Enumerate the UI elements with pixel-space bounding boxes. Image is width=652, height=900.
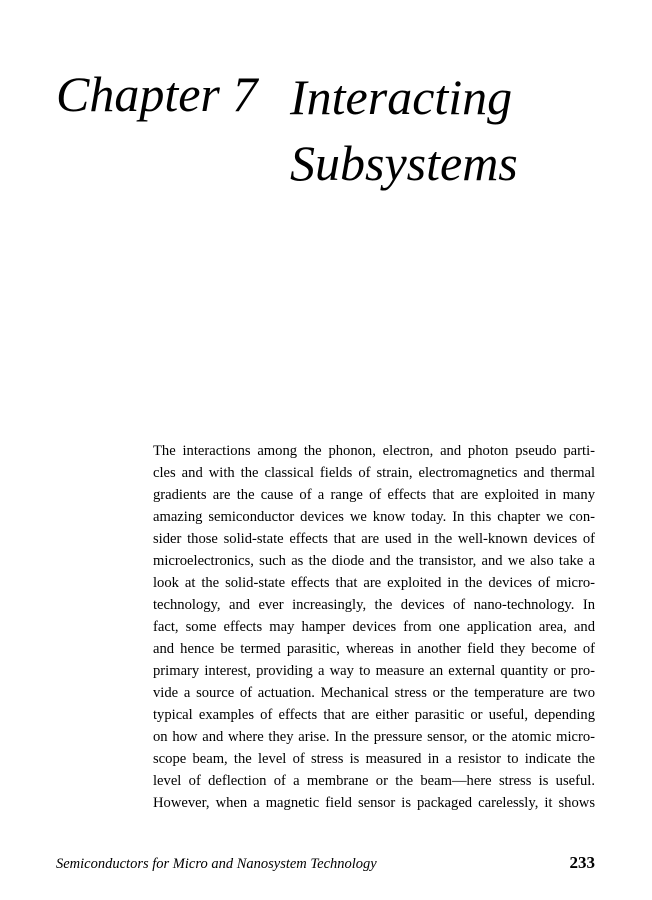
body-line: scope beam, the level of stress is measured in a resistor to indicate the (153, 751, 595, 767)
footer-book-title: Semiconductors for Micro and Nanosystem Technology (56, 856, 377, 872)
body-line: primary interest, providing a way to measure an external quantity or pro- (153, 663, 595, 679)
chapter-title (290, 64, 518, 196)
body-line: and hence be termed parasitic, whereas in another field they become of (153, 641, 595, 657)
body-line: technology, and ever increasingly, the devices of nano-technology. In (153, 597, 595, 613)
body-line: on how and where they arise. In the pressure sensor, or the atomic micro- (153, 729, 595, 745)
chapter-title-line-1: Interacting (290, 69, 513, 125)
body-line: microelectronics, such as the diode and the transistor, and we also take a (153, 553, 595, 569)
body-line: level of deflection of a membrane or the beam—here stress is useful. (153, 773, 595, 789)
body-line: fact, some effects may hamper devices from one application area, and (153, 619, 595, 635)
body-line: amazing semiconductor devices we know today. In this chapter we con- (153, 509, 595, 525)
body-line: The interactions among the phonon, electron, and photon pseudo parti- (153, 443, 595, 459)
body-line: However, when a magnetic field sensor is packaged carelessly, it shows (153, 795, 595, 811)
body-line: vide a source of actuation. Mechanical stress or the temperature are two (153, 685, 595, 701)
chapter-label: Chapter 7 (56, 66, 258, 122)
body-line: sider those solid-state effects that are used in the well-known devices of (153, 531, 595, 547)
body-line: look at the solid-state effects that are exploited in the devices of micro- (153, 575, 595, 591)
body-line: cles and with the classical fields of strain, electromagnetics and thermal (153, 465, 595, 481)
chapter-title-line-2: Subsystems (290, 135, 518, 191)
body-line: typical examples of effects that are either parasitic or useful, depending (153, 707, 595, 723)
body-paragraph (153, 440, 595, 814)
footer-page-number: 233 (569, 853, 595, 872)
body-line: gradients are the cause of a range of effects that are exploited in many (153, 487, 595, 503)
